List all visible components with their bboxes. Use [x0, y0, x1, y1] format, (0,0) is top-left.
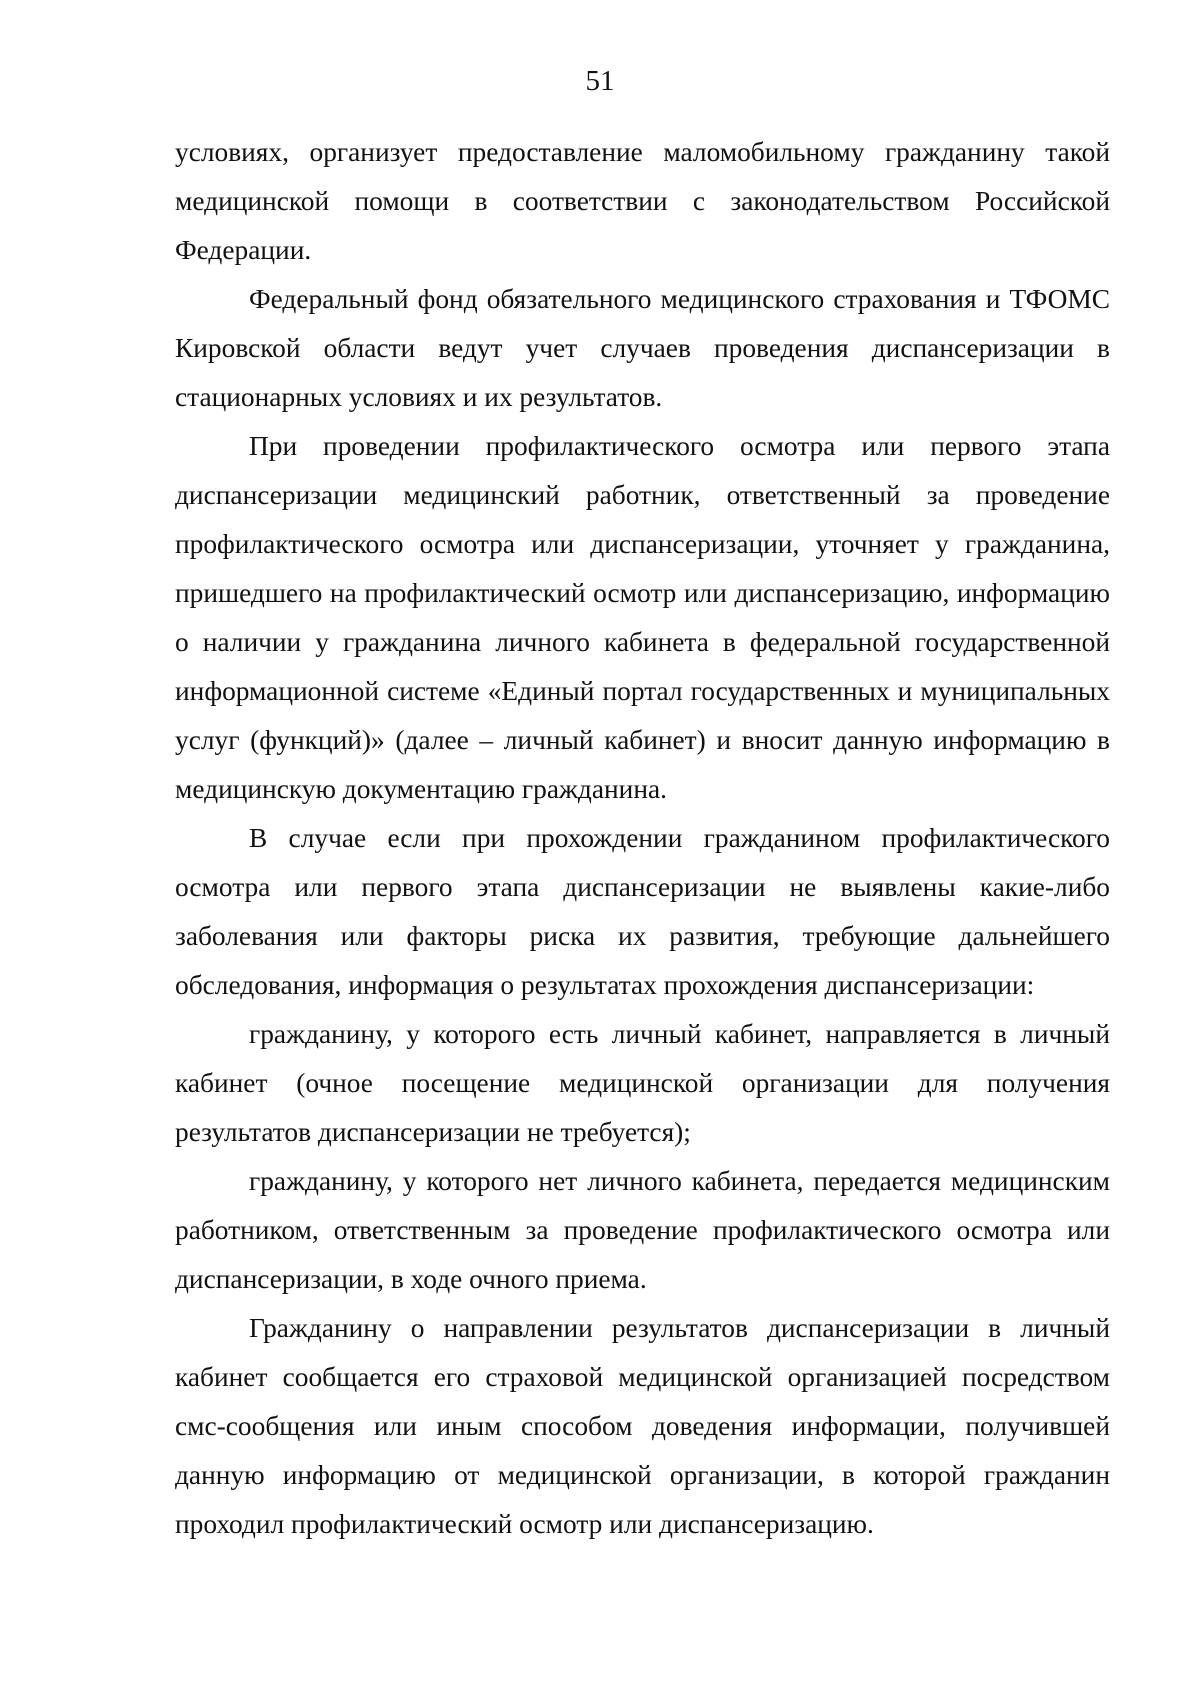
- paragraph-preventive-exam: При проведении профилактического осмотра или первого этапа диспансеризации медицинский работник, ответственный за проведение профилактического осмотра или диспансеризации, уточняет у гражданина, пришедшего на профилактический осмотр или диспансеризацию, информацию о наличии у гражданина личного кабинета в федеральной государственной информационной системе «Единый портал государственных и муниципальных услуг (функций)» (далее – личный кабинет) и вносит данную информацию в медицинскую документацию гражданина.: [175, 431, 1110, 804]
- paragraph-federal-fund: Федеральный фонд обязательного медицинского страхования и ТФОМС Кировской области ведут учет случаев проведения диспансеризации в стационарных условиях и их результатов.: [175, 284, 1110, 412]
- paragraph-no-diseases: В случае если при прохождении гражданином профилактического осмотра или первого этапа диспансеризации не выявлены какие-либо заболевания или факторы риска их развития, требующие дальнейшего обследования, информация о результатах прохождения диспансеризации:: [175, 823, 1110, 1000]
- paragraph-with-account: гражданину, у которого есть личный кабинет, направляется в личный кабинет (очное посещение медицинской организации для получения результатов диспансеризации не требуется);: [175, 1019, 1110, 1147]
- paragraph-continuation: условиях, организует предоставление маломобильному гражданину такой медицинской помощи в соответствии с законодательством Российской Федерации.: [175, 137, 1110, 265]
- document-body: [175, 128, 1110, 1549]
- paragraph-without-account: гражданину, у которого нет личного кабинета, передается медицинским работником, ответственным за проведение профилактического осмотра или диспансеризации, в ходе очного приема.: [175, 1166, 1110, 1294]
- paragraph-notification: Гражданину о направлении результатов диспансеризации в личный кабинет сообщается его страховой медицинской организацией посредством смс-сообщения или иным способом доведения информации, получившей данную информацию от медицинской организации, в которой гражданин проходил профилактический осмотр или диспансеризацию.: [175, 1313, 1110, 1539]
- page-number: 51: [585, 65, 615, 97]
